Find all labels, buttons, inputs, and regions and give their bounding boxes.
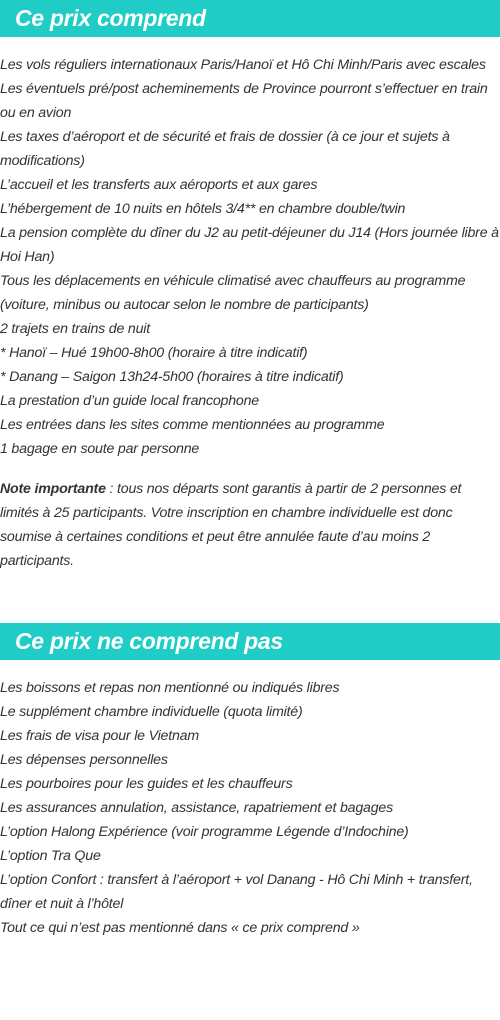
list-item: L’option Halong Expérience (voir programme Légende d’Indochine) — [0, 824, 409, 840]
list-item: L’option Confort : transfert à l’aéroport + vol Danang - Hô Chi Minh + transfert, dîner et nuit à l’hôtel — [0, 872, 473, 912]
list-item: Le supplément chambre individuelle (quota limité) — [0, 704, 303, 720]
excluded-section-title: Ce prix ne comprend pas — [15, 628, 283, 654]
list-item: La prestation d’un guide local francophone — [0, 393, 259, 409]
list-item: Les vols réguliers internationaux Paris/Hanoï et Hô Chi Minh/Paris avec escales — [0, 57, 486, 73]
list-item: * Hanoï – Hué 19h00-8h00 (horaire à titre indicatif) — [0, 345, 308, 361]
list-item: 2 trajets en trains de nuit — [0, 321, 150, 337]
important-note-text: : tous nos départs sont garantis à partir de 2 personnes et limités à 25 participants. Votre inscription en chambre individuelle est donc soumise à certaines conditions et peut être annulée faute d’au moins 2 participants. — [0, 481, 462, 569]
list-item: Les frais de visa pour le Vietnam — [0, 728, 199, 744]
list-item: Les entrées dans les sites comme mentionnées au programme — [0, 417, 385, 433]
excluded-section-header — [0, 623, 500, 660]
list-item: Les assurances annulation, assistance, rapatriement et bagages — [0, 800, 393, 816]
list-item: Les boissons et repas non mentionné ou indiqués libres — [0, 680, 340, 696]
list-item: Les dépenses personnelles — [0, 752, 168, 768]
list-item: Les pourboires pour les guides et les chauffeurs — [0, 776, 293, 792]
list-item: Tous les déplacements en véhicule climatisé avec chauffeurs au programme (voiture, minibus ou autocar selon le nombre de participants) — [0, 273, 466, 313]
list-item: * Danang – Saigon 13h24-5h00 (horaires à titre indicatif) — [0, 369, 344, 385]
list-item: L’hébergement de 10 nuits en hôtels 3/4** en chambre double/twin — [0, 201, 406, 217]
list-item: L’accueil et les transferts aux aéroports et aux gares — [0, 177, 318, 193]
list-item: L’option Tra Que — [0, 848, 101, 864]
list-item: Tout ce qui n’est pas mentionné dans « ce prix comprend » — [0, 920, 360, 936]
included-section-header — [0, 0, 500, 37]
list-item: Les éventuels pré/post acheminements de Province pourront s’effectuer en train ou en avion — [0, 81, 488, 121]
included-items-list — [0, 53, 500, 461]
excluded-items-list — [0, 676, 500, 940]
list-item: Les taxes d’aéroport et de sécurité et frais de dossier (à ce jour et sujets à modifications) — [0, 129, 450, 169]
important-note — [0, 477, 500, 573]
list-item: 1 bagage en soute par personne — [0, 441, 200, 457]
included-section-title: Ce prix comprend — [15, 5, 206, 31]
list-item: La pension complète du dîner du J2 au petit-déjeuner du J14 (Hors journée libre à Hoi Han) — [0, 225, 499, 265]
important-note-label: Note importante — [0, 481, 106, 497]
